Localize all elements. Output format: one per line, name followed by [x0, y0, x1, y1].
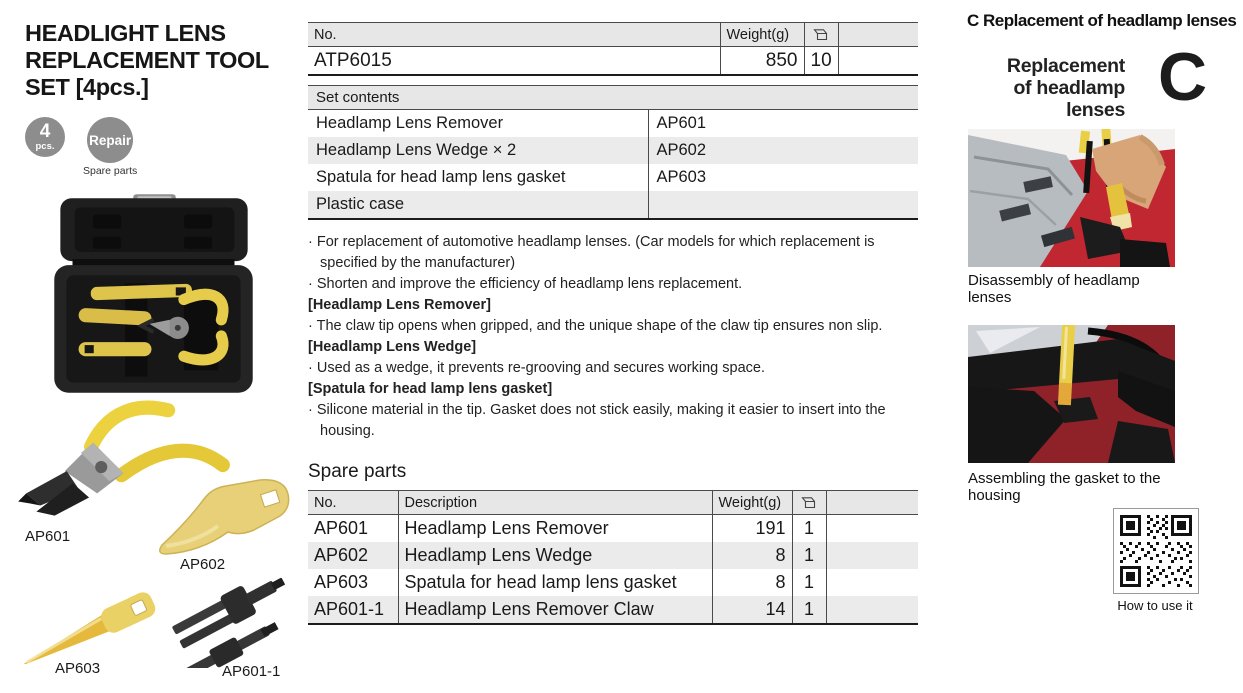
- disassembly-photo-illustration: [968, 129, 1175, 267]
- col-header-weight: Weight(g): [720, 23, 804, 47]
- photo-assembling: [968, 325, 1175, 463]
- spare-weight: 191: [712, 515, 792, 543]
- set-item-no: AP603: [648, 164, 918, 191]
- carton-icon: [792, 491, 826, 515]
- qr-code-icon: [1120, 515, 1192, 587]
- photo-disassembly: [968, 129, 1175, 267]
- set-item-name: Plastic case: [316, 195, 405, 213]
- blank-cell: [826, 569, 918, 596]
- spare-no: AP601: [314, 518, 369, 538]
- photo-assembling-caption: Assembling the gasket to the housing: [968, 470, 1161, 504]
- label-ap602: AP602: [180, 556, 226, 573]
- wedge-illustration: [148, 476, 296, 556]
- set-contents-table: [308, 85, 918, 220]
- spare-no: AP602: [314, 545, 369, 565]
- set-item-no: AP602: [648, 137, 918, 164]
- label-ap601-1: AP601-1: [222, 663, 281, 680]
- section-block-title: [975, 55, 1125, 121]
- spatula-illustration: [8, 578, 170, 664]
- col-header-no: No.: [308, 23, 720, 47]
- description-heading: [Headlamp Lens Wedge]: [308, 339, 477, 355]
- qr-caption: How to use it: [1117, 598, 1193, 613]
- product-number-table: [308, 22, 918, 76]
- set-item-no: [648, 191, 918, 219]
- set-contents-header: Set contents: [308, 86, 918, 110]
- spare-parts-note: Spare parts: [83, 165, 138, 177]
- label-ap603: AP603: [55, 660, 101, 677]
- blank-cell: [826, 515, 918, 543]
- spare-carton: 1: [792, 515, 826, 543]
- pieces-badge: [25, 117, 65, 157]
- weight-cell: 850: [720, 47, 804, 76]
- claw-parts-illustration: [163, 578, 301, 668]
- description-line: · Used as a wedge, it prevents re-grooving and secures working space.: [308, 360, 765, 376]
- repair-badge-group: [83, 117, 137, 177]
- set-item-name: Spatula for head lamp lens gasket: [316, 168, 566, 186]
- description-heading: [Spatula for head lamp lens gasket]: [308, 381, 553, 397]
- col-header-blank: [826, 491, 918, 515]
- spare-parts-title: Spare parts: [308, 461, 407, 482]
- product-photo-ap603: [8, 578, 170, 664]
- blank-cell: [838, 47, 918, 76]
- spare-weight: 8: [712, 569, 792, 596]
- spare-weight: 14: [712, 596, 792, 624]
- pieces-count: 4: [39, 121, 51, 143]
- repair-badge: Repair: [87, 117, 133, 163]
- pieces-unit: pcs.: [35, 141, 55, 153]
- spare-no: AP603: [314, 572, 369, 592]
- product-photo-ap602: [148, 476, 296, 556]
- carton-icon: [804, 23, 838, 47]
- description-line: · The claw tip opens when gripped, and the unique shape of the claw tip ensures non slip.: [308, 318, 883, 334]
- part-number-cell: ATP6015: [314, 49, 392, 71]
- col-header-no: No.: [308, 491, 398, 515]
- sidebar-column: [955, 0, 1243, 693]
- spare-carton: 1: [792, 542, 826, 569]
- product-photo-ap601-1: [163, 578, 301, 668]
- badge-row: [25, 117, 303, 177]
- spare-no: AP601-1: [314, 599, 385, 619]
- qr-code: [1113, 508, 1199, 594]
- set-item-no: AP601: [648, 110, 918, 138]
- spec-column: [308, 22, 918, 625]
- assembling-photo-illustration: [968, 325, 1175, 463]
- set-item-name: Headlamp Lens Wedge × 2: [316, 141, 517, 159]
- spare-carton: 1: [792, 569, 826, 596]
- spare-parts-table: [308, 490, 918, 625]
- description-line: · Silicone material in the tip. Gasket does not stick easily, making it easier to insert into the housing.: [308, 402, 886, 439]
- product-photo-case: [32, 190, 275, 402]
- photo-disassembly-caption: Disassembly of headlamp lenses: [968, 272, 1140, 306]
- section-block-title-line: of headlamp: [1013, 77, 1125, 99]
- spare-description: Headlamp Lens Wedge: [398, 542, 712, 569]
- description-heading: [Headlamp Lens Remover]: [308, 297, 491, 313]
- blank-cell: [826, 542, 918, 569]
- page-title: [25, 20, 303, 101]
- blank-cell: [826, 596, 918, 624]
- label-ap601: AP601: [25, 528, 71, 545]
- page-title-line3: SET [4pcs.]: [25, 74, 149, 100]
- spare-description: Headlamp Lens Remover Claw: [398, 596, 712, 624]
- spare-carton: 1: [792, 596, 826, 624]
- col-header-weight: Weight(g): [712, 491, 792, 515]
- col-header-blank: [838, 23, 918, 47]
- set-item-name: Headlamp Lens Remover: [316, 114, 504, 132]
- carton-qty-cell: 10: [804, 47, 838, 76]
- spare-description: Spatula for head lamp lens gasket: [398, 569, 712, 596]
- tool-case-illustration: [32, 190, 275, 402]
- product-description: [308, 232, 918, 442]
- page-title-line1: HEADLIGHT LENS: [25, 20, 226, 46]
- product-intro-column: [25, 20, 303, 177]
- spare-weight: 8: [712, 542, 792, 569]
- section-block-title-line: lenses: [1066, 99, 1125, 121]
- page-title-line2: REPLACEMENT TOOL: [25, 47, 269, 73]
- description-line: · Shorten and improve the efficiency of headlamp lens replacement.: [308, 276, 743, 292]
- description-line: · For replacement of automotive headlamp lenses. (Car models for which replacement is specified by the manufacturer): [308, 234, 875, 271]
- section-header: C Replacement of headlamp lenses: [967, 11, 1237, 30]
- spare-description: Headlamp Lens Remover: [398, 515, 712, 543]
- col-header-description: Description: [398, 491, 712, 515]
- section-letter: C: [1158, 39, 1208, 115]
- section-block-title-line: Replacement: [1006, 55, 1125, 77]
